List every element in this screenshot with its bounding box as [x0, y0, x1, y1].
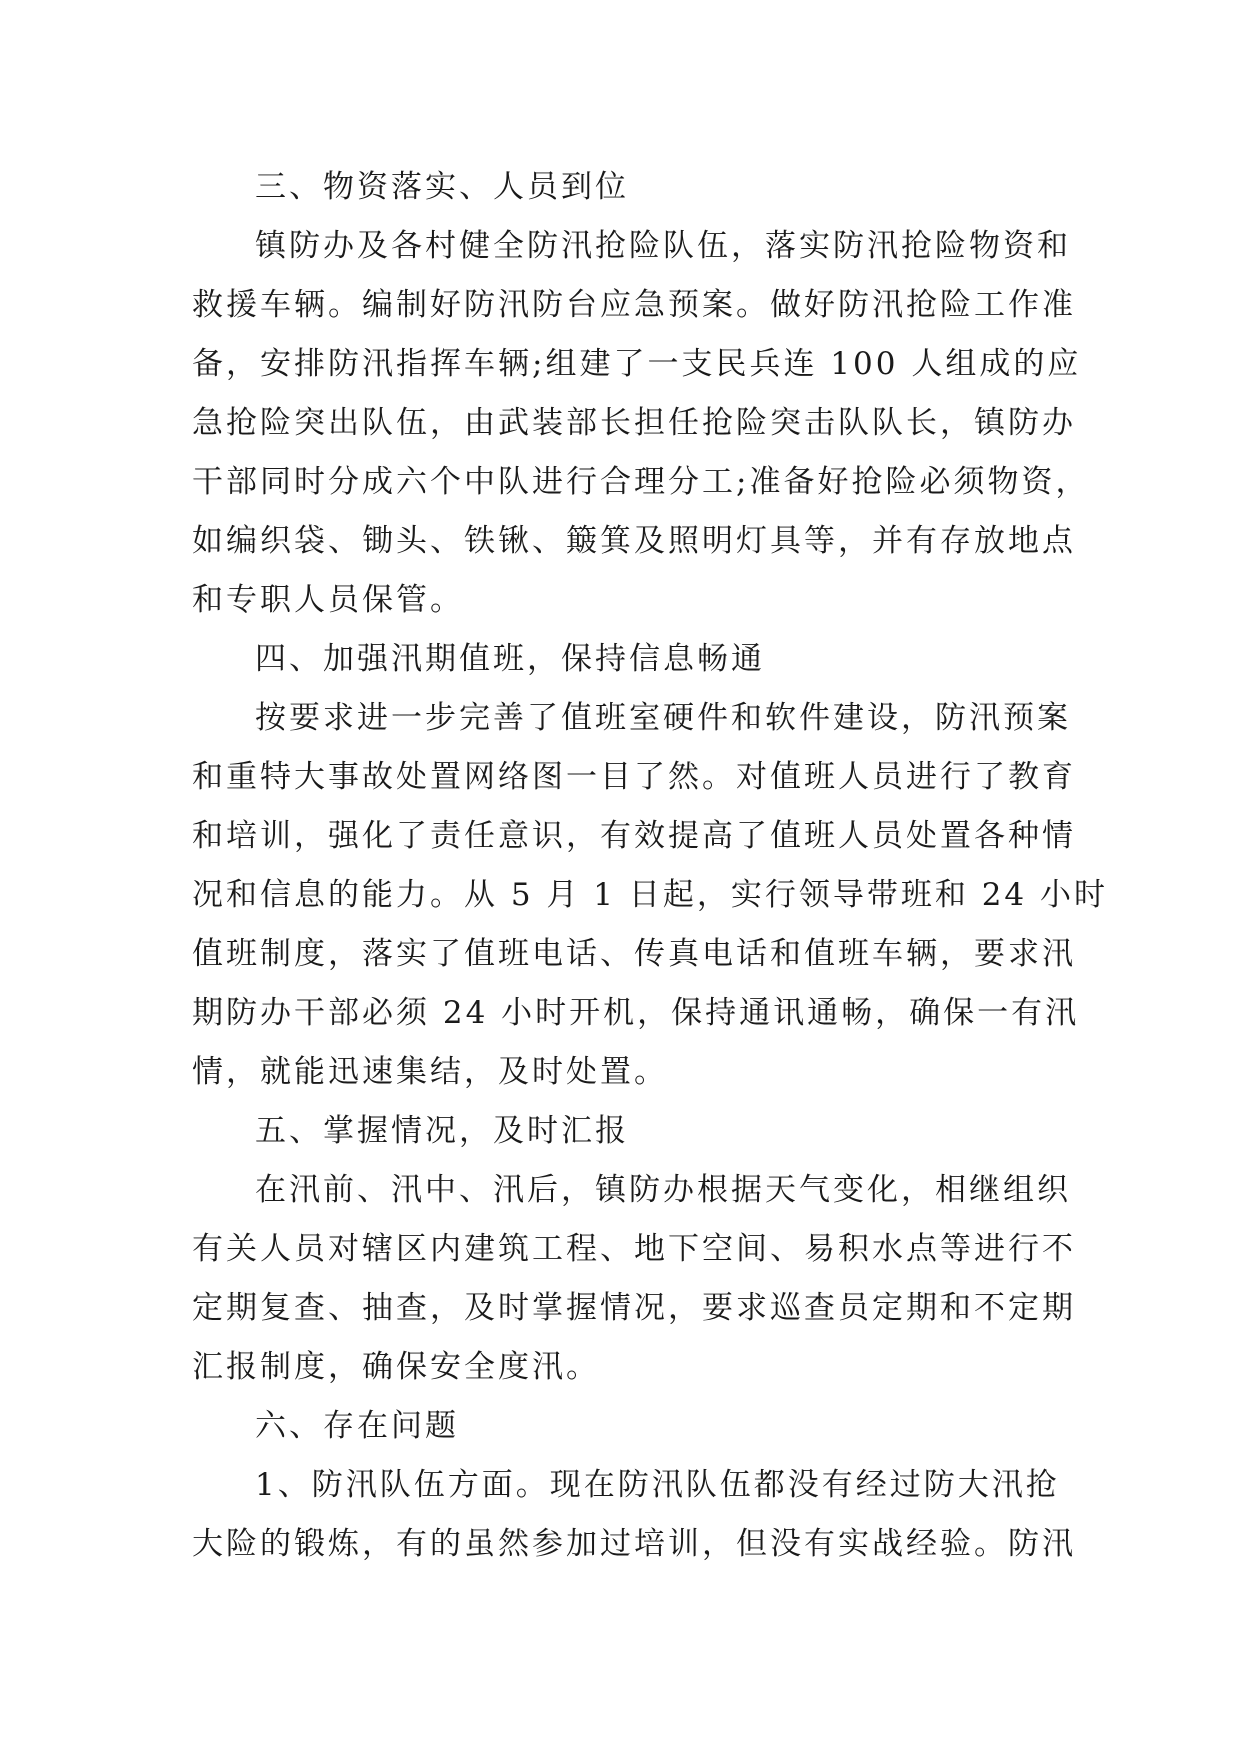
document-body: [192, 158, 1109, 1574]
section-heading: 六、存在问题: [255, 1408, 459, 1444]
paragraph-line: 况和信息的能力。从 5 月 1 日起，实行领导带班和 24 小时: [192, 877, 1109, 913]
paragraph-line: 和专职人员保管。: [192, 582, 464, 618]
paragraph-line: 情，就能迅速集结，及时处置。: [192, 1054, 668, 1090]
paragraph-line: 镇防办及各村健全防汛抢险队伍，落实防汛抢险物资和: [255, 228, 1071, 264]
paragraph-line: 和培训，强化了责任意识，有效提高了值班人员处置各种情: [192, 818, 1076, 854]
paragraph-line: 干部同时分成六个中队进行合理分工;准备好抢险必须物资，: [192, 464, 1090, 500]
section-heading: 五、掌握情况，及时汇报: [255, 1113, 629, 1149]
section-heading: 三、物资落实、人员到位: [255, 169, 629, 205]
paragraph-line: 和重特大事故处置网络图一目了然。对值班人员进行了教育: [192, 759, 1076, 795]
paragraph-line: 大险的锻炼，有的虽然参加过培训，但没有实战经验。防汛: [192, 1526, 1076, 1562]
paragraph-line: 1、防汛队伍方面。现在防汛队伍都没有经过防大汛抢: [255, 1467, 1060, 1503]
paragraph-line: 值班制度，落实了值班电话、传真电话和值班车辆，要求汛: [192, 936, 1076, 972]
paragraph-line: 按要求进一步完善了值班室硬件和软件建设，防汛预案: [255, 700, 1071, 736]
paragraph-line: 有关人员对辖区内建筑工程、地下空间、易积水点等进行不: [192, 1231, 1076, 1267]
paragraph-line: 救援车辆。编制好防汛防台应急预案。做好防汛抢险工作准: [192, 287, 1076, 323]
paragraph-line: 定期复查、抽查，及时掌握情况，要求巡查员定期和不定期: [192, 1290, 1076, 1326]
section-heading: 四、加强汛期值班，保持信息畅通: [255, 641, 765, 677]
paragraph-line: 在汛前、汛中、汛后，镇防办根据天气变化，相继组织: [255, 1172, 1071, 1208]
paragraph-line: 如编织袋、锄头、铁锹、簸箕及照明灯具等，并有存放地点: [192, 523, 1076, 559]
paragraph-line: 期防办干部必须 24 小时开机，保持通讯通畅，确保一有汛: [192, 995, 1080, 1031]
paragraph-line: 备，安排防汛指挥车辆;组建了一支民兵连 100 人组成的应: [192, 346, 1082, 382]
paragraph-line: 急抢险突出队伍，由武装部长担任抢险突击队队长，镇防办: [192, 405, 1076, 441]
paragraph-line: 汇报制度，确保安全度汛。: [192, 1349, 600, 1385]
